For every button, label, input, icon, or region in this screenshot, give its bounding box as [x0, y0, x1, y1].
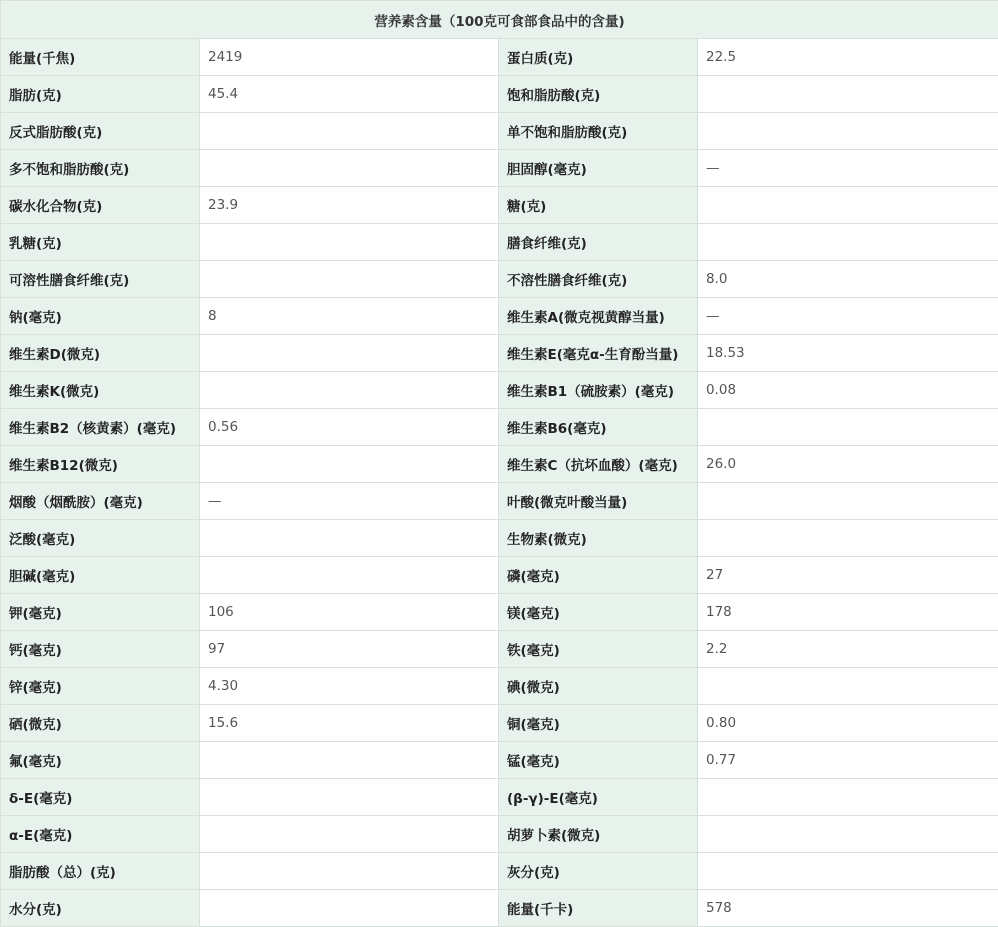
table-row [1, 631, 998, 668]
nutrient-label: 铁(毫克) [499, 631, 698, 668]
nutrient-value [698, 816, 998, 853]
nutrient-label: 碘(微克) [499, 668, 698, 705]
nutrient-value: 8.0 [698, 261, 998, 298]
table-row [1, 113, 998, 150]
nutrient-label: 维生素A(微克视黄醇当量) [499, 298, 698, 335]
nutrient-value: 45.4 [200, 76, 499, 113]
nutrient-value: 2.2 [698, 631, 998, 668]
table-row [1, 594, 998, 631]
nutrient-label: 水分(克) [1, 890, 200, 927]
nutrient-label: 灰分(克) [499, 853, 698, 890]
nutrient-value [698, 409, 998, 446]
table-row [1, 261, 998, 298]
table-row [1, 483, 998, 520]
nutrient-label: 维生素B2（核黄素）(毫克) [1, 409, 200, 446]
nutrient-value: 0.56 [200, 409, 499, 446]
nutrient-value [200, 853, 499, 890]
nutrient-label: δ-E(毫克) [1, 779, 200, 816]
nutrient-value: 18.53 [698, 335, 998, 372]
nutrient-label: 不溶性膳食纤维(克) [499, 261, 698, 298]
nutrient-label: 泛酸(毫克) [1, 520, 200, 557]
table-row [1, 742, 998, 779]
nutrient-value [698, 187, 998, 224]
nutrient-value [200, 261, 499, 298]
nutrient-value [200, 742, 499, 779]
nutrient-label: 硒(微克) [1, 705, 200, 742]
nutrient-value [698, 224, 998, 261]
table-row [1, 816, 998, 853]
table-row [1, 520, 998, 557]
nutrient-value: 178 [698, 594, 998, 631]
nutrient-label: 糖(克) [499, 187, 698, 224]
nutrient-label: 脂肪(克) [1, 76, 200, 113]
nutrient-label: (β-γ)-E(毫克) [499, 779, 698, 816]
nutrient-label: 胆碱(毫克) [1, 557, 200, 594]
table-row [1, 187, 998, 224]
nutrient-label: 能量(千卡) [499, 890, 698, 927]
nutrient-value: — [200, 483, 499, 520]
nutrient-label: 胡萝卜素(微克) [499, 816, 698, 853]
table-row [1, 446, 998, 483]
nutrient-label: 饱和脂肪酸(克) [499, 76, 698, 113]
nutrient-value [698, 76, 998, 113]
table-row [1, 409, 998, 446]
table-row [1, 335, 998, 372]
nutrient-value [698, 779, 998, 816]
table-row [1, 668, 998, 705]
nutrient-label: 膳食纤维(克) [499, 224, 698, 261]
nutrient-label: 氟(毫克) [1, 742, 200, 779]
nutrient-value [200, 446, 499, 483]
nutrient-label: 反式脂肪酸(克) [1, 113, 200, 150]
table-title: 营养素含量（100克可食部食品中的含量) [1, 1, 998, 39]
nutrient-value [698, 520, 998, 557]
table-row [1, 779, 998, 816]
nutrient-label: α-E(毫克) [1, 816, 200, 853]
nutrient-label: 烟酸（烟酰胺）(毫克) [1, 483, 200, 520]
table-row [1, 39, 998, 76]
nutrient-label: 锌(毫克) [1, 668, 200, 705]
nutrient-value: 106 [200, 594, 499, 631]
nutrient-value [200, 335, 499, 372]
nutrient-value: 97 [200, 631, 499, 668]
nutrient-label: 生物素(微克) [499, 520, 698, 557]
table-row [1, 372, 998, 409]
nutrient-label: 可溶性膳食纤维(克) [1, 261, 200, 298]
table-header-row [1, 1, 998, 39]
nutrient-label: 蛋白质(克) [499, 39, 698, 76]
nutrient-label: 维生素B12(微克) [1, 446, 200, 483]
nutrient-value: 2419 [200, 39, 499, 76]
nutrient-label: 钾(毫克) [1, 594, 200, 631]
table-row [1, 224, 998, 261]
nutrient-label: 磷(毫克) [499, 557, 698, 594]
nutrient-value [200, 890, 499, 927]
nutrient-label: 叶酸(微克叶酸当量) [499, 483, 698, 520]
nutrient-value: 0.08 [698, 372, 998, 409]
nutrient-value: 0.80 [698, 705, 998, 742]
nutrient-label: 钠(毫克) [1, 298, 200, 335]
nutrient-value [698, 113, 998, 150]
nutrient-value: — [698, 150, 998, 187]
nutrient-label: 维生素C（抗坏血酸）(毫克) [499, 446, 698, 483]
nutrient-label: 维生素K(微克) [1, 372, 200, 409]
nutrient-label: 维生素D(微克) [1, 335, 200, 372]
nutrient-value [200, 113, 499, 150]
table-row [1, 298, 998, 335]
nutrient-value: — [698, 298, 998, 335]
nutrient-value: 27 [698, 557, 998, 594]
nutrient-value: 22.5 [698, 39, 998, 76]
nutrient-label: 单不饱和脂肪酸(克) [499, 113, 698, 150]
nutrient-label: 脂肪酸（总）(克) [1, 853, 200, 890]
nutrient-value: 0.77 [698, 742, 998, 779]
nutrient-label: 胆固醇(毫克) [499, 150, 698, 187]
nutrient-value [200, 372, 499, 409]
nutrient-value [698, 668, 998, 705]
table-row [1, 890, 998, 927]
nutrient-value: 4.30 [200, 668, 499, 705]
nutrient-value [200, 150, 499, 187]
nutrient-value [200, 557, 499, 594]
nutrient-label: 能量(千焦) [1, 39, 200, 76]
nutrient-value: 23.9 [200, 187, 499, 224]
nutrient-value [698, 483, 998, 520]
nutrient-label: 镁(毫克) [499, 594, 698, 631]
nutrient-value [200, 779, 499, 816]
table-row [1, 705, 998, 742]
nutrient-value [200, 224, 499, 261]
nutrient-value [698, 853, 998, 890]
nutrient-value: 8 [200, 298, 499, 335]
nutrient-label: 乳糖(克) [1, 224, 200, 261]
nutrient-value [200, 520, 499, 557]
nutrient-label: 维生素B6(毫克) [499, 409, 698, 446]
nutrient-label: 维生素B1（硫胺素）(毫克) [499, 372, 698, 409]
table-row [1, 150, 998, 187]
nutrient-label: 碳水化合物(克) [1, 187, 200, 224]
nutrient-label: 铜(毫克) [499, 705, 698, 742]
nutrient-value: 578 [698, 890, 998, 927]
table-row [1, 557, 998, 594]
nutrient-value: 26.0 [698, 446, 998, 483]
table-row [1, 76, 998, 113]
nutrient-value [200, 816, 499, 853]
nutrient-label: 多不饱和脂肪酸(克) [1, 150, 200, 187]
nutrient-label: 钙(毫克) [1, 631, 200, 668]
nutrient-value: 15.6 [200, 705, 499, 742]
table-row [1, 853, 998, 890]
nutrient-label: 锰(毫克) [499, 742, 698, 779]
nutrient-label: 维生素E(毫克α-生育酚当量) [499, 335, 698, 372]
table-body [1, 39, 998, 927]
